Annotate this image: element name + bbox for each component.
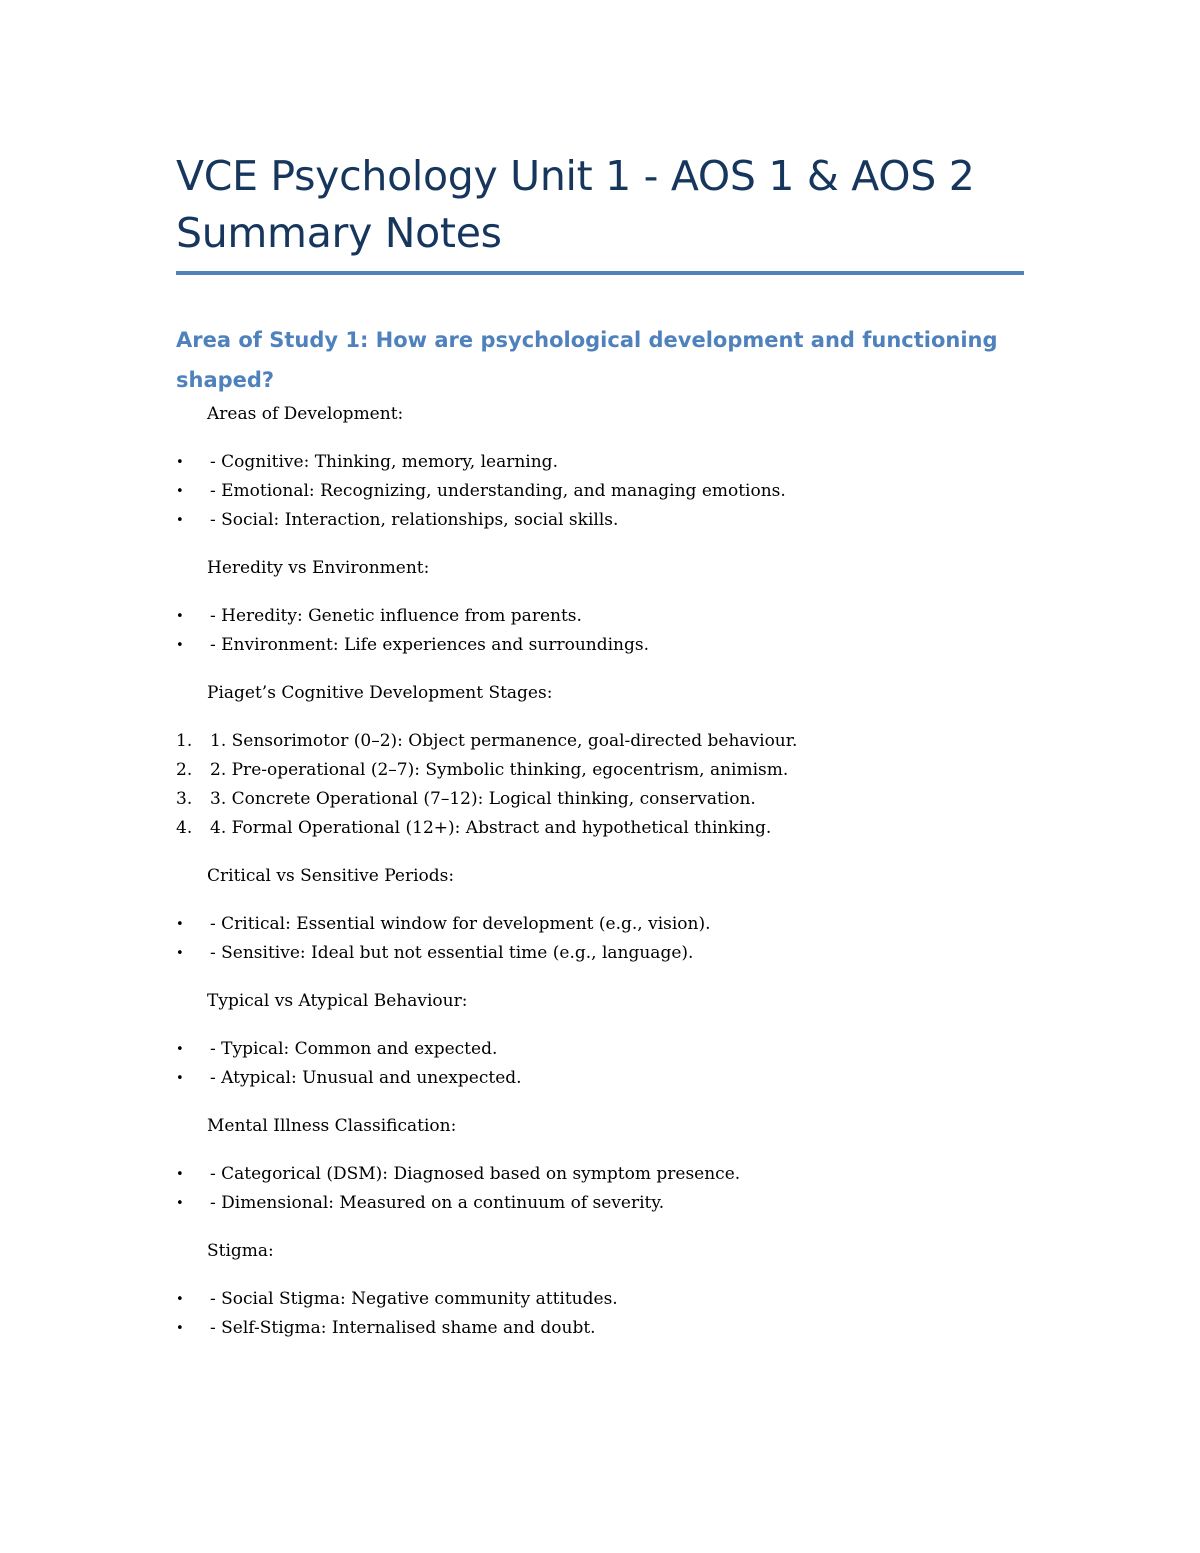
bullet-marker: •: [176, 484, 184, 499]
list-item: [176, 602, 1016, 631]
heredity-list: [176, 602, 1016, 660]
list-item: [176, 448, 1016, 477]
bullet-marker: •: [176, 1292, 184, 1307]
bullet-marker: •: [176, 917, 184, 932]
number-marker: 2.: [176, 760, 193, 780]
list-item: [176, 1189, 1016, 1218]
piaget-stages-list: [176, 727, 1016, 843]
bullet-marker: •: [176, 1321, 184, 1336]
document-body: [176, 400, 1016, 1343]
list-item: [176, 506, 1016, 535]
section-label-mental-illness: Mental Illness Classification:: [207, 1116, 457, 1136]
list-item-text: - Cognitive: Thinking, memory, learning.: [210, 452, 558, 472]
bullet-marker: •: [176, 1042, 184, 1057]
list-item: [176, 477, 1016, 506]
list-item-text: - Categorical (DSM): Diagnosed based on symptom presence.: [210, 1164, 741, 1184]
list-item: [176, 1064, 1016, 1093]
section-label-heredity-vs-environment: Heredity vs Environment:: [207, 558, 430, 578]
list-item: [176, 939, 1016, 968]
aos1-heading: Area of Study 1: How are psychological development and functioning shaped?: [176, 328, 998, 392]
numbered-item: [176, 756, 1016, 785]
numbered-item: [176, 814, 1016, 843]
list-item-text: - Critical: Essential window for development (e.g., vision).: [210, 914, 711, 934]
section-label-stigma: Stigma:: [207, 1241, 274, 1261]
numbered-item: [176, 727, 1016, 756]
section-label-critical-vs-sensitive: Critical vs Sensitive Periods:: [207, 866, 455, 886]
behaviour-list: [176, 1035, 1016, 1093]
list-item-text: 1. Sensorimotor (0–2): Object permanence, goal-directed behaviour.: [210, 731, 798, 751]
number-marker: 4.: [176, 818, 193, 838]
list-item: [176, 1035, 1016, 1064]
section-label-piaget-stages: Piaget’s Cognitive Development Stages:: [207, 683, 553, 703]
title-underline: [176, 271, 1024, 275]
list-item-text: - Emotional: Recognizing, understanding, and managing emotions.: [210, 481, 786, 501]
number-marker: 3.: [176, 789, 193, 809]
list-item-text: - Environment: Life experiences and surroundings.: [210, 635, 650, 655]
list-item-text: - Dimensional: Measured on a continuum of severity.: [210, 1193, 665, 1213]
bullet-marker: •: [176, 455, 184, 470]
bullet-marker: •: [176, 609, 184, 624]
list-item: [176, 631, 1016, 660]
bullet-marker: •: [176, 638, 184, 653]
critical-periods-list: [176, 910, 1016, 968]
mental-illness-list: [176, 1160, 1016, 1218]
bullet-marker: •: [176, 513, 184, 528]
list-item: [176, 910, 1016, 939]
number-marker: 1.: [176, 731, 193, 751]
document-title: VCE Psychology Unit 1 - AOS 1 & AOS 2 Summary Notes: [176, 152, 975, 257]
bullet-marker: •: [176, 1071, 184, 1086]
bullet-marker: •: [176, 946, 184, 961]
list-item-text: - Social Stigma: Negative community attitudes.: [210, 1289, 618, 1309]
list-item-text: - Typical: Common and expected.: [210, 1039, 498, 1059]
section-label-typical-vs-atypical: Typical vs Atypical Behaviour:: [207, 991, 468, 1011]
list-item: [176, 1285, 1016, 1314]
list-item-text: - Heredity: Genetic influence from parents.: [210, 606, 582, 626]
list-item-text: - Social: Interaction, relationships, social skills.: [210, 510, 619, 530]
list-item: [176, 1314, 1016, 1343]
numbered-item: [176, 785, 1016, 814]
list-item-text: - Sensitive: Ideal but not essential time (e.g., language).: [210, 943, 694, 963]
list-item-text: - Atypical: Unusual and unexpected.: [210, 1068, 522, 1088]
bullet-marker: •: [176, 1196, 184, 1211]
list-item-text: 2. Pre-operational (2–7): Symbolic thinking, egocentrism, animism.: [210, 760, 789, 780]
list-item-text: - Self-Stigma: Internalised shame and doubt.: [210, 1318, 596, 1338]
list-item-text: 3. Concrete Operational (7–12): Logical thinking, conservation.: [210, 789, 756, 809]
areas-of-development-list: [176, 448, 1016, 535]
list-item-text: 4. Formal Operational (12+): Abstract and hypothetical thinking.: [210, 818, 772, 838]
section-label-areas-of-development: Areas of Development:: [207, 404, 404, 424]
stigma-list: [176, 1285, 1016, 1343]
bullet-marker: •: [176, 1167, 184, 1182]
list-item: [176, 1160, 1016, 1189]
